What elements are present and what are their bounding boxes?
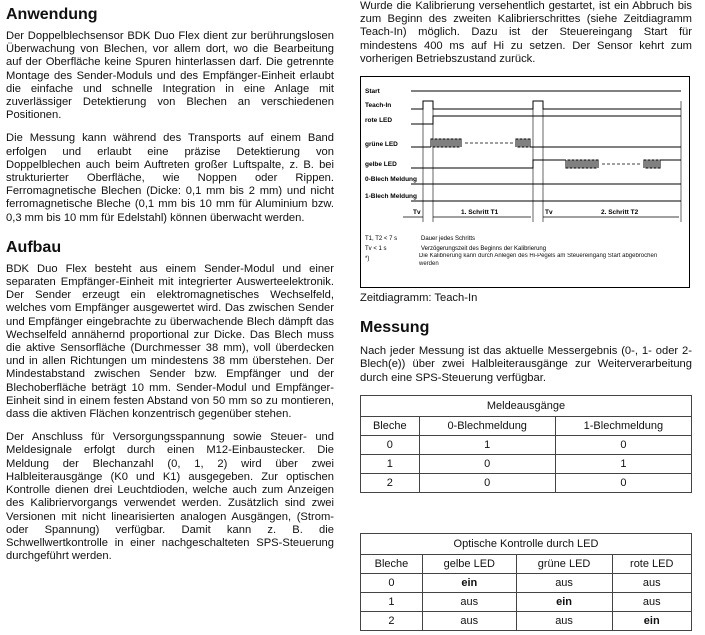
table-row	[361, 573, 692, 592]
table-cell: 0	[555, 473, 691, 492]
table-row	[361, 611, 692, 630]
table-cell: 1	[361, 592, 423, 611]
heading-aufbau: Aufbau	[6, 238, 62, 256]
table-header: Bleche	[361, 554, 423, 573]
table-title: Meldeausgänge	[361, 395, 692, 416]
heading-messung: Messung	[360, 319, 430, 337]
legend-key-1: T1, T2 < 7 s	[365, 236, 398, 243]
legend-key-2: Tv < 1 s	[365, 246, 387, 253]
diagram-caption: Zeitdiagramm: Teach-In	[360, 292, 478, 305]
table-row	[361, 592, 692, 611]
table-cell: 2	[361, 473, 420, 492]
diagram-label-step2: 2. Schritt T2	[601, 209, 639, 217]
table-cell: 1	[361, 454, 420, 473]
table-cell: ein	[516, 592, 612, 611]
table-row	[361, 473, 692, 492]
legend-key-3: *)	[365, 256, 370, 263]
table-cell: aus	[422, 611, 516, 630]
table-header: Bleche	[361, 416, 420, 435]
table-cell: 0	[419, 473, 555, 492]
signal-teach-in	[411, 101, 681, 109]
table-meldeausgaenge	[360, 395, 692, 493]
table-cell: 0	[361, 435, 420, 454]
table-cell: aus	[612, 592, 692, 611]
legend-text-1: Dauer jedes Schritts	[421, 236, 476, 243]
anwendung-paragraph-2: Die Messung kann während des Transports auf einem Band erfolgen und erlaubt eine präzise Detektierung von Doppelblechen auch beim Auftreten großer Luftspalte, z. B. bei strukturierter Oberfläche, wie Noppen oder Rippen. Ferromagnetische Blechen (Dicke: 0,1 mm bis 2 mm) und nicht ferromagnetische Bleche (0,1 mm bis 10 mm für Aluminium bzw. 0,3 mm bis 10 mm für Edelstahl) können überwacht werden.	[6, 132, 334, 224]
table-header: rote LED	[612, 554, 692, 573]
table-cell: 1	[419, 435, 555, 454]
diagram-label-0-blech: 0-Blech Meldung	[365, 176, 418, 184]
left-column	[6, 6, 334, 573]
table-cell: 2	[361, 611, 423, 630]
legend-text-2: Verzögerungszeit des Beginns der Kalibrierung	[421, 246, 547, 253]
diagram-label-red-led: rote LED	[365, 117, 393, 125]
table-header: 1-Blechmeldung	[555, 416, 691, 435]
table-cell: 0	[361, 573, 423, 592]
table-cell: ein	[612, 611, 692, 630]
table-header: gelbe LED	[422, 554, 516, 573]
table-header: grüne LED	[516, 554, 612, 573]
diagram-label-tv-2: Tv	[545, 209, 553, 217]
heading-anwendung: Anwendung	[6, 6, 98, 23]
signal-green-pulses	[431, 139, 461, 147]
signal-yellow-pulses-2	[644, 160, 681, 168]
right-column	[360, 0, 692, 631]
diagram-label-start: Start	[365, 88, 380, 96]
calibration-abort-paragraph: Wurde die Kalibrierung versehentlich gestartet, ist ein Abbruch bis zum Beginn des zweiten Kalibrierschrittes (siehe Zeitdiagramm Teach-In) möglich. Dazu ist der Steuereingang Start für mindestens 400 ms auf Hi zu setzen. Der Sensor kehrt zum vorherigen Betriebszustand zurück.	[360, 0, 692, 65]
aufbau-paragraph-1: BDK Duo Flex besteht aus einem Sender-Modul und einer separaten Empfänger-Einheit mit integrierter Auswerteelektronik. Der Sender erzeugt ein elektromagnetisches Wechselfeld, welches vom Empfänger ausgewertet wird. Das zwischen Sender und Empfänger eingebrachte zu überwachende Blech dämpft das Wechselfeld annähernd proportional zur Dicke. Das Blech muss die aktive Sensorfläche (Durchmesser 38 mm), voll überdecken und in allen Richtungen um mindestens 38 mm überstehen. Der Mindestabstand zwischen Sender bzw. Empfänger und der Blechoberfläche beträgt 10 mm. Sender-Modul und Empfänger-Einheit sind in einem festen Abstand von 50 mm so zu montieren, dass die aktiven Flächen konzentrisch gegenüber stehen.	[6, 262, 334, 421]
diagram-label-tv-1: Tv	[413, 209, 421, 217]
table-cell: aus	[516, 573, 612, 592]
diagram-label-yellow-led: gelbe LED	[365, 161, 397, 169]
table-cell: aus	[422, 592, 516, 611]
diagram-label-teach-in: Teach-In	[365, 102, 392, 110]
timing-diagram	[360, 76, 690, 288]
table-title: Optische Kontrolle durch LED	[361, 533, 692, 554]
table-cell: 1	[555, 454, 691, 473]
diagram-label-step1: 1. Schritt T1	[461, 209, 499, 217]
signal-red-led	[411, 116, 681, 124]
table-row	[361, 435, 692, 454]
table-row	[361, 454, 692, 473]
table-cell: ein	[422, 573, 516, 592]
anwendung-paragraph-1: Der Doppelblechsensor BDK Duo Flex dient zur berührungslosen Überwachung von Blechen, vor allem dort, wo die Bearbeitung auf der Oberfläche keine Spuren hinterlassen darf. Die getrennte Montage des Sender-Moduls und des Empfänger-Einheit erlaubt die einfache und schnelle Integration in eine Anlage mit zuverlässiger Detektierung von Blechen an verschiedenen Positionen.	[6, 30, 334, 122]
table-header: 0-Blechmeldung	[419, 416, 555, 435]
signal-yellow-pulses	[566, 160, 598, 168]
diagram-label-green-led: grüne LED	[365, 141, 398, 149]
diagram-label-1-blech: 1-Blech Meldung	[365, 193, 418, 201]
table-led-kontrolle	[360, 533, 692, 631]
aufbau-paragraph-2: Der Anschluss für Versorgungsspannung sowie Steuer- und Meldesignale erfolgt durch einen M12-Einbaustecker. Die Meldung der Blechanzahl (0, 1, 2) wird über zwei Halbleiterausgänge (K0 und K1) ausgegeben. Zur optischen Kontrolle dienen drei Leuchtdioden, welche auch zum Anzeigen des Kalibriervorgangs verwendet werden. Zusätzlich sind zwei Versionen mit nicht linearisierten analogen Ausgängen, (Strom- oder Spannung) verfügbar. Damit kann z. B. die Schwellwertkontrolle in einer nachgeschalteten SPS-Steuerung durchgeführt werden.	[6, 431, 334, 563]
table-cell: aus	[612, 573, 692, 592]
table-cell: 0	[419, 454, 555, 473]
table-cell: aus	[516, 611, 612, 630]
signal-green-pulses-2	[516, 139, 681, 147]
table-cell: 0	[555, 435, 691, 454]
legend-text-3: Die Kalibrierung kann durch Anlegen des Hi-Pegels am Steuereingang Start abgebrochen werden	[419, 253, 658, 267]
messung-paragraph: Nach jeder Messung ist das aktuelle Messergebnis (0-, 1- oder 2-Blech(e)) über zwei Halbleiterausgänge zur Weiterverarbeitung durch eine SPS-Steuerung verfügbar.	[360, 345, 692, 384]
